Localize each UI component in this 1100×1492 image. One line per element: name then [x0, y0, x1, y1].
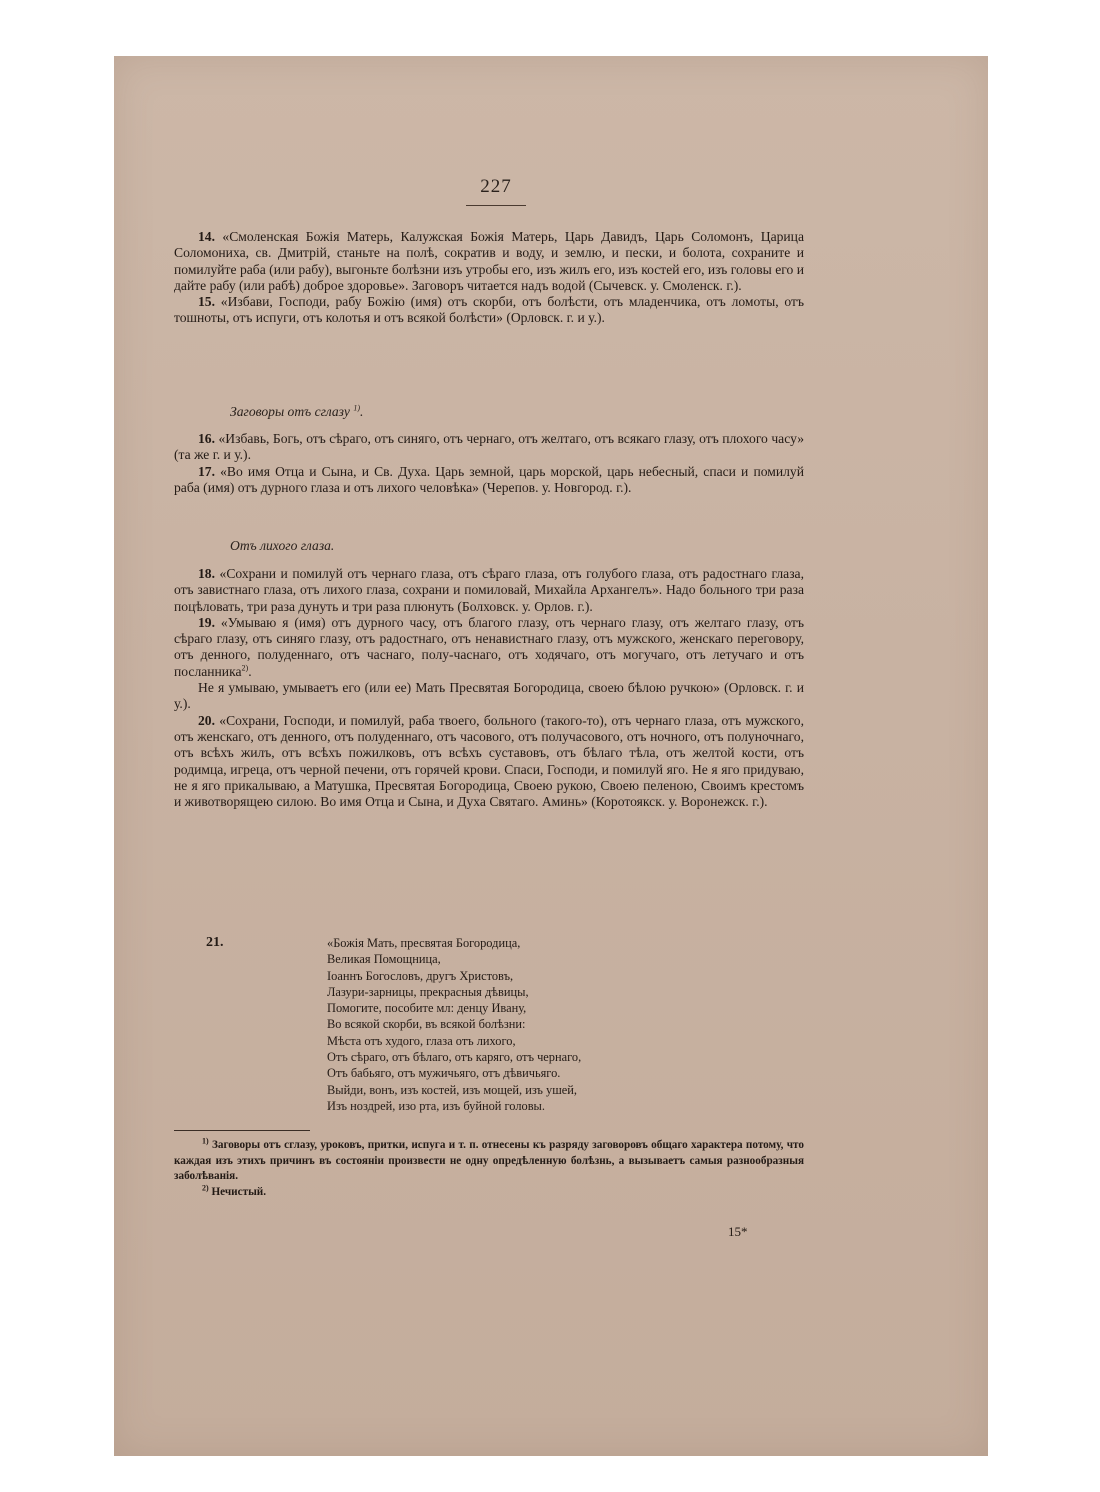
page-number-rule: [466, 205, 526, 206]
paragraph-number: 18.: [198, 566, 215, 581]
paragraphs-top: [174, 229, 804, 327]
footnote-mark: 1): [202, 1136, 209, 1146]
footnote-ref: 2): [241, 663, 249, 673]
paragraph-20: [174, 713, 804, 811]
paragraph-number: 17.: [198, 463, 215, 479]
page-number: 227: [480, 176, 512, 197]
paragraph-17: [174, 464, 804, 497]
paragraph-text: «Смоленская Божія Матерь, Калужская Божія Матерь, Царь Давидъ, Царь Соломонъ, Царица Соломониха, св. Дмитрій, станьте на полѣ, сократив и воду, и землю, и пески, и болота, сохраните и помилуйте раба (или рабу), выгоньте болѣзни изъ утробы его, изъ жилъ его, изъ костей его, изъ головы его и дайте рабу (или рабѣ) доброе здоровье». Заговоръ читается надъ водой (Сычевск. у. Смоленск. г.).: [174, 229, 804, 293]
paragraph-number: 14.: [198, 229, 215, 244]
section-heading-sglaz: Заговоры отъ сглазу $^{1)}$.: [230, 403, 364, 419]
paragraph-number: 15.: [198, 294, 215, 310]
footnote-mark: 2): [202, 1182, 209, 1192]
paragraphs-mid: [174, 431, 804, 496]
paragraph-21-number: 21.: [206, 935, 224, 950]
footnote-1: [174, 1138, 804, 1185]
paragraph-text: «Сохрани, Господи, и помилуй, раба твоего, больного (такого-то), отъ чернаго глаза, отъ мужского, отъ женскаго, отъ денного, отъ полуденнаго, отъ часового, отъ получасового, отъ ночного, отъ полуночнаго, отъ всѣхъ жилъ, отъ всѣхъ пожилковъ, отъ всѣхъ суставовъ, отъ бѣлаго тѣла, отъ желтой кости, отъ родимца, игреца, отъ черной печени, отъ горячей крови. Спаси, Господи, и помилуй яго. Не я яго придуваю, не я яго прикалываю, а Матушка, Пресвятая Богородица, Своею рукою, Своею пеленою, Своимъ крестомъ и животворящею силою. Во имя Отца и Сына, и Духа Святаго. Аминь» (Коротоякск. у. Воронежск. г.).: [174, 712, 804, 810]
poem-line: Отъ сѣраго, отъ бѣлаго, отъ каряго, отъ чернаго,: [327, 1050, 582, 1065]
paragraph-text: «Избави, Господи, рабу Божію (имя) отъ скорби, отъ болѣсти, отъ младенчика, отъ ломоты, отъ тошноты, отъ испуги, отъ колотья и отъ всякой болѣсти» (Орловск. г. и у.).: [174, 294, 804, 326]
paragraph-text: «Сохрани и помилуй отъ чернаго глаза, отъ сѣраго глаза, отъ голубого глаза, отъ радостнаго глаза, отъ завистнаго глаза, отъ лихого глаза, сохрани и помиловай, Михайла Архангелъ». Надо больного три раза поцѣловать, три раза дунуть и три раза плюнуть (Болховск. у. Орлов. г.).: [174, 566, 804, 614]
paragraph-19-continuation: [174, 680, 804, 713]
poem-line: Выйди, вонъ, изъ костей, изъ мощей, изъ ушей,: [327, 1082, 578, 1097]
footnote-text: Нечистый.: [208, 1185, 267, 1198]
poem-21: [327, 935, 581, 1114]
paragraph-15: [174, 294, 804, 327]
paragraph-16: [174, 431, 804, 464]
poem-line: «Божія Мать, пресвятая Богородица,: [327, 936, 521, 950]
poem-line: Великая Помощница,: [327, 952, 441, 967]
paragraph-text: «Во имя Отца и Сына, и Св. Духа. Царь земной, царь морской, царь небесный, спаси и помилуй раба (имя) отъ дурного глаза и отъ лихого человѣка» (Черепов. у. Новгород. г.).: [174, 463, 804, 495]
footnote-text: Заговоры отъ сглазу, уроковъ, притки, испуга и т. п. отнесены къ разряду заговоровъ общаго характера потому, что каждая изъ этихъ причинъ въ состояніи произвести не одну опредѣленную болѣзнь, а вызываетъ самыя разнообразныя заболѣванія.: [174, 1139, 804, 1182]
footnote-ref: 1): [353, 403, 360, 413]
poem-line: Во всякой скорби, въ всякой болѣзни:: [327, 1017, 526, 1032]
paragraph-number: 20.: [198, 712, 215, 728]
paragraph-tail: .: [248, 663, 252, 679]
poem-line: Изъ ноздрей, изо рта, изъ буйной головы.: [327, 1098, 545, 1113]
section-heading-likhoy-glaz: Отъ лихого глаза.: [230, 538, 335, 553]
paragraph-text: «Умываю я (имя) отъ дурного часу, отъ благого глазу, отъ чернаго глазу, отъ желтаго глазу, отъ сѣраго глазу, отъ синяго глазу, отъ радостнаго, отъ ненавистнаго глазу, отъ мужского, женскаго переговору, отъ денного, полуденнаго, отъ часнаго, полу-часнаго, отъ ходячаго, отъ могучаго, отъ летучаго и отъ посланника: [174, 614, 804, 679]
poem-line: Помогите, пособите мл: денцу Ивану,: [327, 1001, 527, 1016]
heading-text: Заговоры отъ сглазу: [230, 404, 350, 419]
paragraph-18: [174, 566, 804, 615]
printer-signature: 15*: [728, 1224, 748, 1239]
poem-line: Мѣста отъ худого, глаза отъ лихого,: [327, 1033, 516, 1048]
paragraph-text: «Избавь, Богь, отъ сѣраго, отъ синяго, отъ чернаго, отъ желтаго, отъ всякаго глазу, отъ плохого часу» (та же г. и у.).: [174, 431, 804, 463]
paragraph-19: [174, 615, 804, 680]
paragraph-14: [174, 229, 804, 294]
paragraphs-bottom: [174, 566, 804, 810]
poem-line: Лазури-зарницы, прекрасныя дѣвицы,: [327, 984, 529, 999]
poem-line: Іоаннъ Богословъ, другъ Христовъ,: [327, 968, 514, 983]
poem-line: Отъ бабьяго, отъ мужичьяго, отъ дѣвичьяго.: [327, 1066, 561, 1081]
footnote-divider: [174, 1130, 310, 1131]
footnotes: [174, 1138, 804, 1200]
paragraph-number: 16.: [198, 431, 215, 446]
paragraph-number: 19.: [198, 614, 215, 630]
paragraph-text: Не я умываю, умываетъ его (или ее) Мать Пресвятая Богородица, своею бѣлою ручкою» (Орловск. г. и у.).: [174, 680, 804, 712]
footnote-2: [174, 1182, 804, 1201]
